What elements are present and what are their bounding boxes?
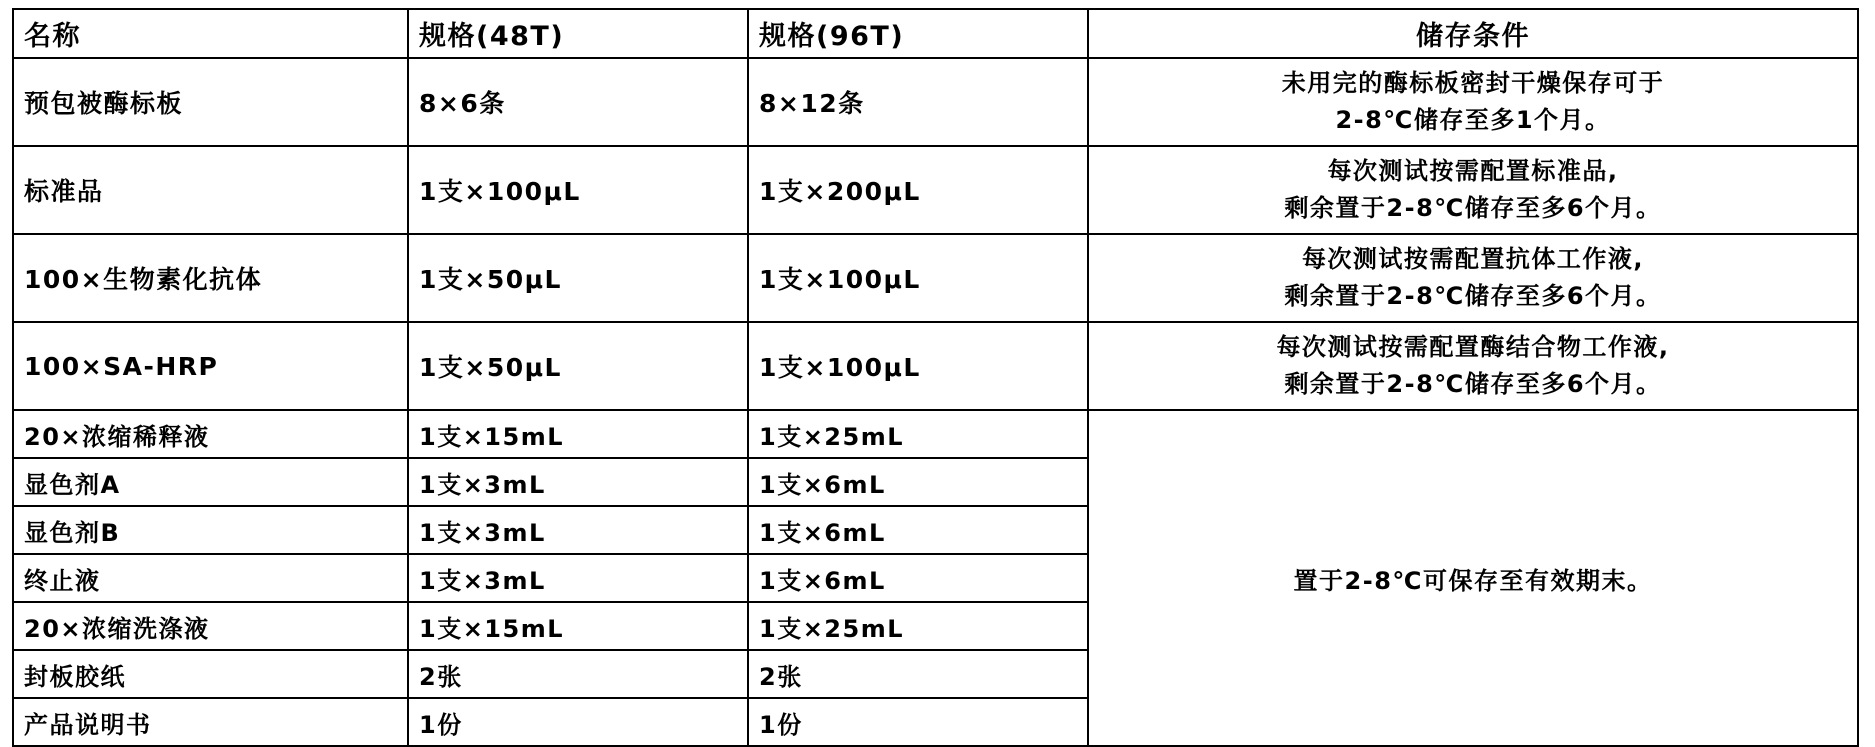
storage-line: 2-8℃储存至多1个月。 xyxy=(1335,106,1611,134)
storage-line: 每次测试按需配置酶结合物工作液, xyxy=(1276,332,1670,361)
cell-spec-48t: 1支×100μL xyxy=(408,146,748,234)
cell-spec-96t: 1支×6mL xyxy=(748,458,1088,506)
cell-name: 标准品 xyxy=(13,146,408,234)
cell-spec-96t: 1支×100μL xyxy=(748,322,1088,410)
kit-components-table xyxy=(12,8,1859,747)
cell-spec-48t: 2张 xyxy=(408,650,748,698)
table-body xyxy=(13,58,1858,746)
cell-spec-48t: 1份 xyxy=(408,698,748,746)
storage-line: 剩余置于2-8℃储存至多6个月。 xyxy=(1284,194,1662,222)
table-header-row xyxy=(13,9,1858,58)
table-row xyxy=(13,410,1858,458)
header-spec-96t: 规格(96T) xyxy=(748,9,1088,58)
cell-spec-96t: 1支×6mL xyxy=(748,554,1088,602)
cell-spec-48t: 1支×15mL xyxy=(408,602,748,650)
table-header xyxy=(13,9,1858,58)
cell-spec-48t: 8×6条 xyxy=(408,58,748,146)
table-row xyxy=(13,146,1858,234)
cell-storage xyxy=(1088,58,1858,146)
storage-line: 剩余置于2-8℃储存至多6个月。 xyxy=(1284,370,1662,398)
cell-spec-48t: 1支×50μL xyxy=(408,234,748,322)
cell-spec-48t: 1支×50μL xyxy=(408,322,748,410)
table-row xyxy=(13,234,1858,322)
cell-name: 终止液 xyxy=(13,554,408,602)
header-storage-conditions: 储存条件 xyxy=(1088,9,1858,58)
storage-line: 每次测试按需配置抗体工作液, xyxy=(1301,244,1645,273)
cell-storage xyxy=(1088,146,1858,234)
cell-name: 100×SA-HRP xyxy=(13,322,408,410)
table-row xyxy=(13,58,1858,146)
cell-name: 100×生物素化抗体 xyxy=(13,234,408,322)
cell-spec-48t: 1支×3mL xyxy=(408,458,748,506)
table-row xyxy=(13,322,1858,410)
cell-spec-96t: 2张 xyxy=(748,650,1088,698)
cell-name: 产品说明书 xyxy=(13,698,408,746)
cell-name: 20×浓缩洗涤液 xyxy=(13,602,408,650)
cell-spec-96t: 1支×200μL xyxy=(748,146,1088,234)
cell-name: 20×浓缩稀释液 xyxy=(13,410,408,458)
cell-spec-48t: 1支×15mL xyxy=(408,410,748,458)
cell-spec-48t: 1支×3mL xyxy=(408,554,748,602)
cell-spec-96t: 8×12条 xyxy=(748,58,1088,146)
cell-storage xyxy=(1088,322,1858,410)
cell-name: 预包被酶标板 xyxy=(13,58,408,146)
storage-line: 未用完的酶标板密封干燥保存可于 xyxy=(1281,68,1665,97)
cell-spec-96t: 1支×25mL xyxy=(748,410,1088,458)
cell-name: 显色剂A xyxy=(13,458,408,506)
cell-name: 显色剂B xyxy=(13,506,408,554)
header-name: 名称 xyxy=(13,9,408,58)
storage-line: 剩余置于2-8℃储存至多6个月。 xyxy=(1284,282,1662,310)
cell-spec-96t: 1支×6mL xyxy=(748,506,1088,554)
header-spec-48t: 规格(48T) xyxy=(408,9,748,58)
cell-spec-96t: 1支×25mL xyxy=(748,602,1088,650)
cell-spec-48t: 1支×3mL xyxy=(408,506,748,554)
cell-spec-96t: 1份 xyxy=(748,698,1088,746)
storage-line: 每次测试按需配置标准品, xyxy=(1327,156,1619,185)
cell-spec-96t: 1支×100μL xyxy=(748,234,1088,322)
cell-storage xyxy=(1088,234,1858,322)
cell-name: 封板胶纸 xyxy=(13,650,408,698)
cell-storage-merged: 置于2-8℃可保存至有效期末。 xyxy=(1088,410,1858,746)
